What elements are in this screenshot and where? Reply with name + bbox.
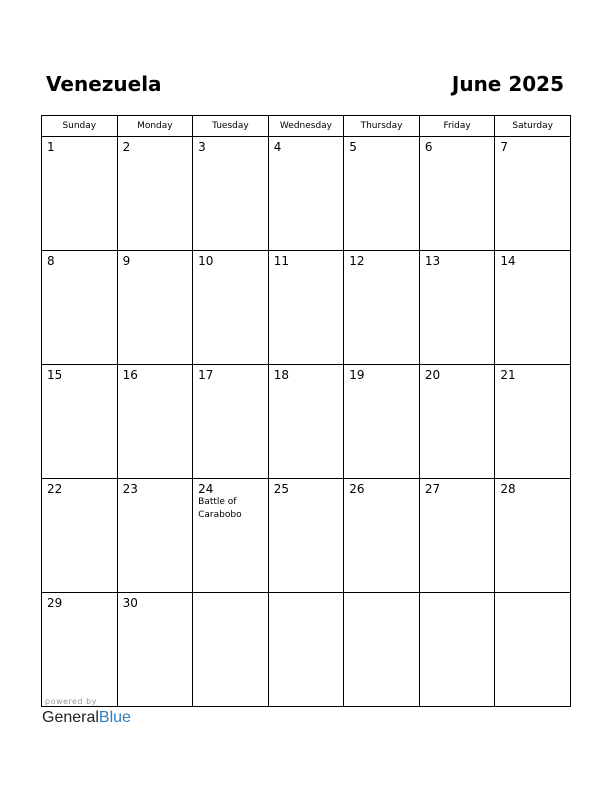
day-number: 25 — [273, 482, 289, 496]
calendar-grid — [41, 115, 571, 707]
day-cell — [117, 593, 193, 707]
day-cell — [344, 251, 420, 365]
day-cell — [42, 593, 118, 707]
weekday-header-monday: Monday — [117, 116, 193, 137]
calendar-country-title: Venezuela — [46, 72, 162, 96]
day-number: 4 — [273, 140, 282, 154]
day-cell — [495, 479, 571, 593]
day-cell — [495, 365, 571, 479]
generalblue-logo[interactable] — [42, 708, 131, 728]
day-cell-empty — [344, 593, 420, 707]
day-cell — [117, 365, 193, 479]
day-number: 26 — [349, 482, 365, 496]
day-number: 14 — [500, 254, 516, 268]
holiday-label: Battle of Carabobo — [198, 497, 242, 520]
day-cell — [193, 137, 269, 251]
day-number: 12 — [349, 254, 365, 268]
day-number: 30 — [122, 596, 138, 610]
week-row — [42, 251, 571, 365]
day-cell — [344, 479, 420, 593]
day-number: 24 — [198, 482, 214, 496]
day-cell — [117, 137, 193, 251]
day-cell — [495, 251, 571, 365]
day-number: 19 — [349, 368, 365, 382]
brand-blue-text: Blue — [98, 709, 131, 726]
week-row — [42, 479, 571, 593]
day-cell-empty — [268, 593, 344, 707]
day-cell — [419, 251, 495, 365]
week-row — [42, 137, 571, 251]
day-cell — [268, 137, 344, 251]
day-cell — [419, 137, 495, 251]
day-cell — [117, 479, 193, 593]
day-number: 21 — [500, 368, 516, 382]
day-cell — [344, 137, 420, 251]
day-cell-empty — [193, 593, 269, 707]
day-cell — [268, 251, 344, 365]
day-number: 22 — [47, 482, 63, 496]
day-number: 17 — [198, 368, 214, 382]
day-number: 2 — [122, 140, 131, 154]
weekday-header-friday: Friday — [419, 116, 495, 137]
day-number: 10 — [198, 254, 214, 268]
day-cell-holiday — [193, 479, 269, 593]
day-cell — [42, 251, 118, 365]
day-cell — [42, 365, 118, 479]
weekday-header-thursday: Thursday — [344, 116, 420, 137]
day-number: 7 — [500, 140, 509, 154]
day-number: 13 — [424, 254, 441, 268]
day-number: 16 — [122, 368, 138, 382]
day-number: 20 — [424, 368, 441, 382]
calendar-month-title: June 2025 — [451, 72, 564, 96]
day-number: 15 — [47, 368, 63, 382]
day-cell-empty — [495, 593, 571, 707]
weekday-header-sunday: Sunday — [42, 116, 118, 137]
day-number: 8 — [47, 254, 55, 268]
day-cell — [193, 365, 269, 479]
weekday-header-saturday: Saturday — [495, 116, 571, 137]
day-number: 27 — [424, 482, 441, 496]
day-cell — [495, 137, 571, 251]
day-number: 1 — [47, 140, 55, 154]
weekday-header-tuesday: Tuesday — [193, 116, 269, 137]
day-cell — [419, 479, 495, 593]
day-number: 3 — [198, 140, 206, 154]
day-cell — [42, 137, 118, 251]
day-number: 18 — [273, 368, 289, 382]
week-row — [42, 593, 571, 707]
day-number: 5 — [349, 140, 357, 154]
day-number: 9 — [122, 254, 131, 268]
day-number: 6 — [424, 140, 433, 154]
weekday-header-row — [42, 116, 571, 137]
day-cell — [193, 251, 269, 365]
day-cell — [268, 365, 344, 479]
day-cell — [419, 365, 495, 479]
week-row — [42, 365, 571, 479]
day-number: 11 — [273, 254, 289, 268]
brand-general-text: General — [42, 709, 99, 726]
powered-by-text: powered by — [45, 697, 97, 706]
day-cell — [268, 479, 344, 593]
day-cell — [117, 251, 193, 365]
day-number: 23 — [122, 482, 138, 496]
day-number: 29 — [47, 596, 63, 610]
day-cell-empty — [419, 593, 495, 707]
weekday-header-wednesday: Wednesday — [268, 116, 344, 137]
day-cell — [42, 479, 118, 593]
day-cell — [344, 365, 420, 479]
day-number: 28 — [500, 482, 516, 496]
